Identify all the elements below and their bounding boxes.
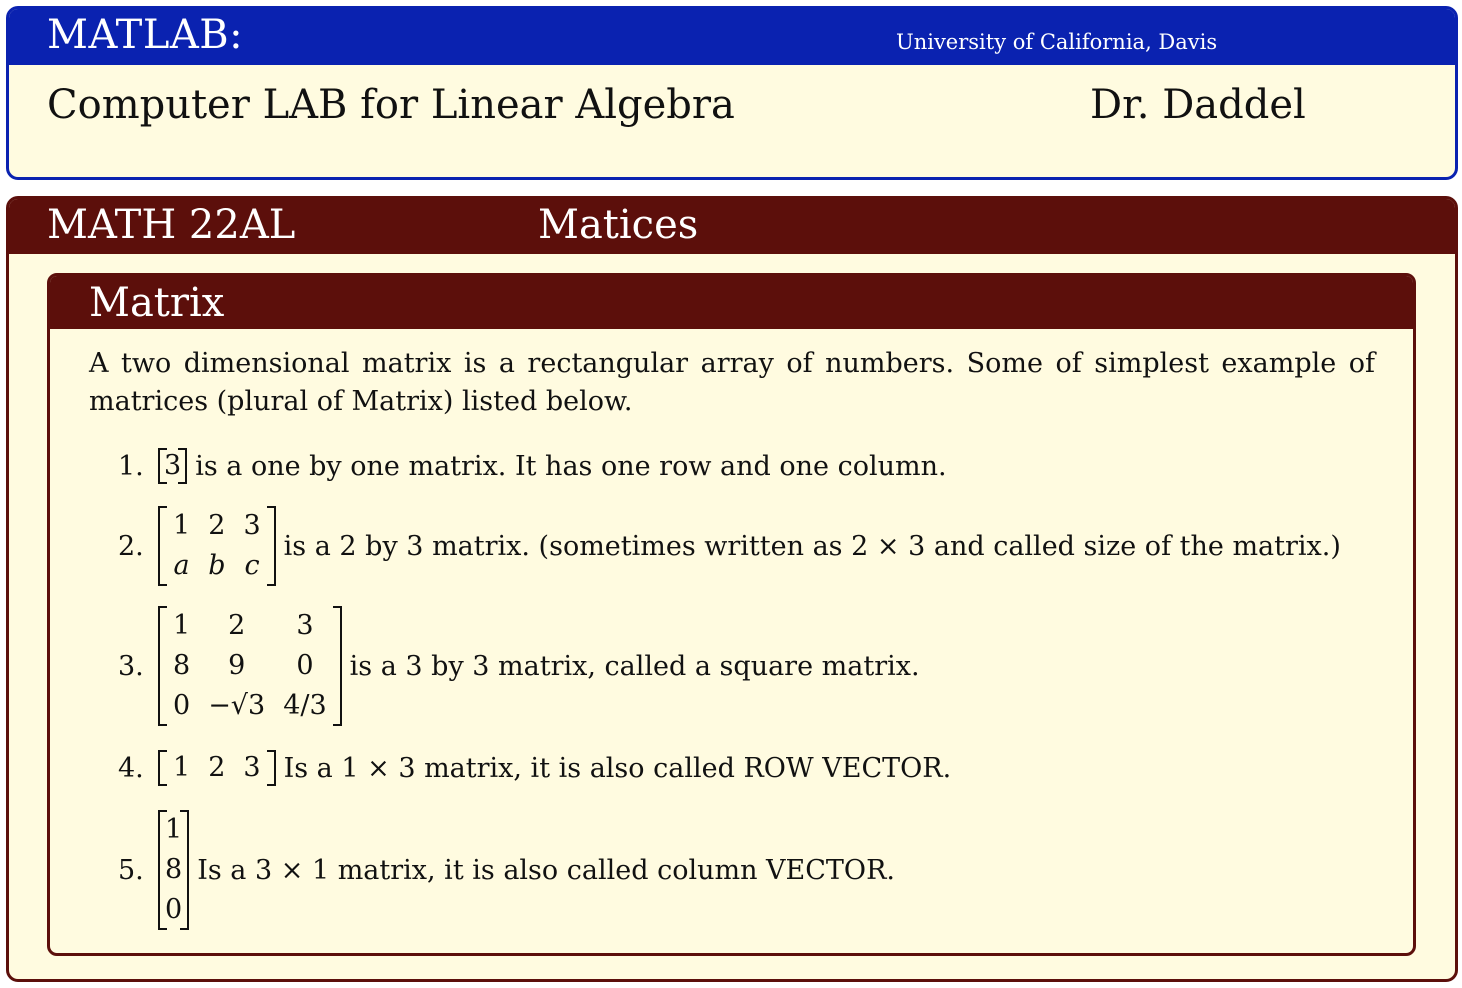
item-number: 3. (118, 650, 144, 682)
item-text: Is a 3 × 1 matrix, it is also called column VECTOR. (197, 854, 895, 886)
item-number: 2. (118, 530, 144, 562)
matrix-cell: c (244, 550, 260, 581)
matrix (158, 506, 276, 586)
item-text: is a 3 by 3 matrix, called a square matrix. (349, 650, 920, 682)
section-header-bar (50, 276, 1413, 329)
university-label: University of California, Davis (896, 30, 1218, 54)
section-title: Matrix (89, 280, 225, 326)
author-name: Dr. Daddel (1090, 82, 1306, 128)
list-item (118, 606, 920, 726)
matrix-cell: 1 (165, 814, 183, 845)
matrix-cell: 8 (173, 650, 191, 681)
item-number: 1. (118, 450, 144, 482)
matrix-cell: 9 (228, 650, 246, 681)
matrix-cell: 3 (243, 752, 261, 783)
matrix-cell: 1 (173, 510, 191, 541)
matrix-cell: 2 (208, 752, 226, 783)
matrix-cell: 0 (296, 650, 314, 681)
matrix-cell: 1 (173, 610, 191, 641)
item-text: is a 2 by 3 matrix. (sometimes written as 2 × 3 and called size of the matrix.) (283, 530, 1341, 562)
matrix-cell: a (173, 550, 190, 581)
app-title: MATLAB: (47, 12, 244, 58)
course-code: MATH 22AL (47, 202, 296, 248)
page-subtitle: Computer LAB for Linear Algebra (47, 82, 735, 128)
intro-paragraph: A two dimensional matrix is a rectangular array of numbers. Some of simplest example of matrices (plural of Matrix) listed below. (89, 348, 1375, 417)
item-text: Is a 1 × 3 matrix, it is also called ROW VECTOR. (283, 752, 952, 784)
matrix-cell: 0 (173, 690, 191, 721)
matrix (158, 810, 189, 930)
matrix-cell: −√3 (208, 690, 266, 721)
list-item (118, 750, 951, 786)
item-text: is a one by one matrix. It has one row and one column. (195, 450, 947, 482)
matrix-cell: 2 (208, 510, 226, 541)
course-topic: Matices (538, 202, 699, 248)
matrix-cell: 3 (296, 610, 314, 641)
matrix-cell: 2 (228, 610, 246, 641)
matrix (158, 750, 276, 786)
matrix-cell: 8 (165, 854, 183, 885)
matrix (158, 606, 342, 726)
list-item (118, 506, 1341, 586)
matrix-cell: 0 (165, 894, 183, 925)
matrix-cell: 4/3 (283, 690, 327, 721)
item-number: 5. (118, 854, 144, 886)
list-item (118, 448, 947, 484)
list-item (118, 810, 895, 930)
matrix-cell: 3 (243, 510, 261, 541)
matrix-cell: 3 (164, 450, 182, 481)
matrix-cell: 1 (173, 752, 191, 783)
item-number: 4. (118, 752, 144, 784)
matrix-cell: b (208, 550, 226, 581)
matrix (158, 448, 187, 484)
